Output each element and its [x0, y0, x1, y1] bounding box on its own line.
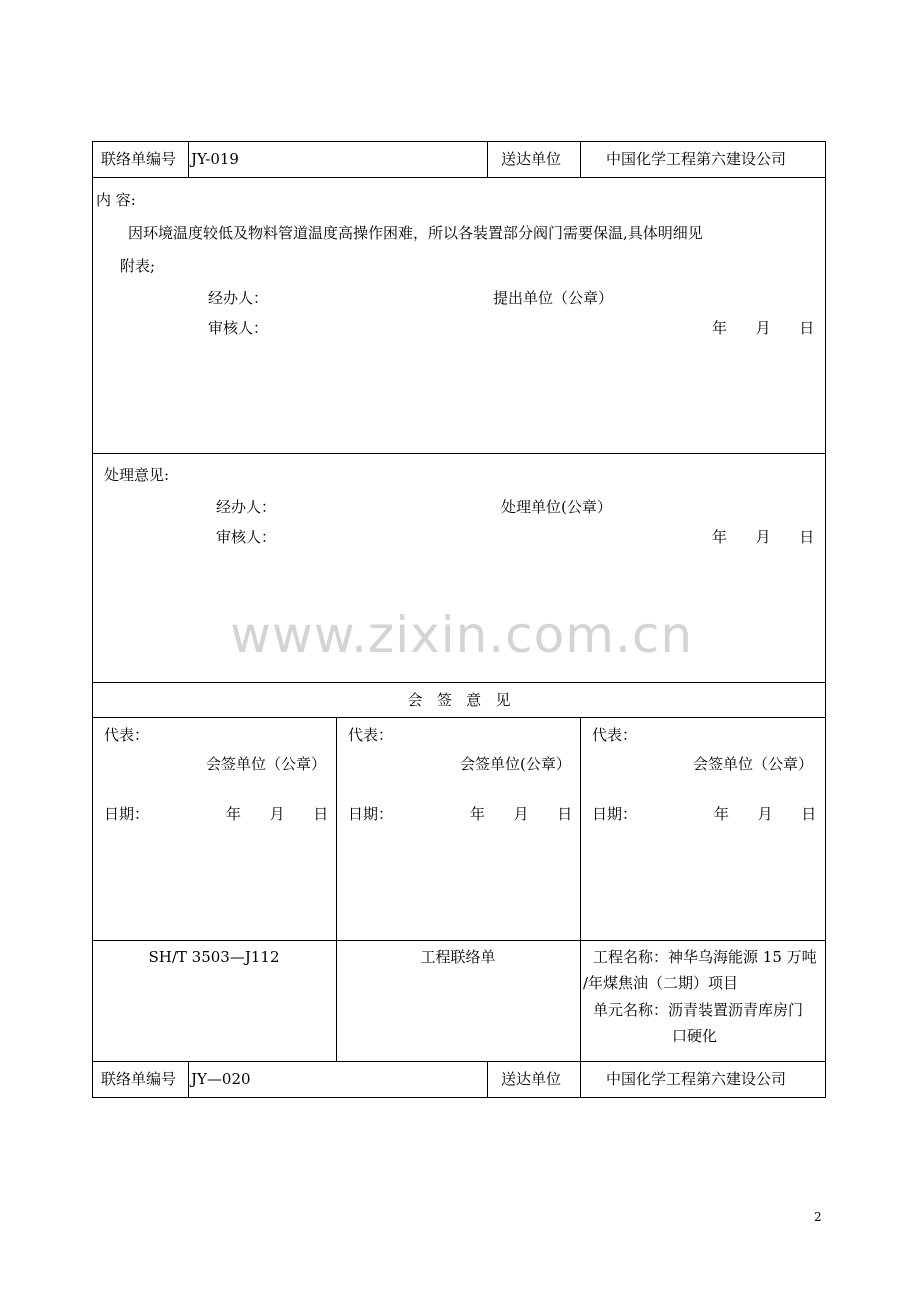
countersign-title: 会 签 意 见: [407, 691, 511, 709]
page-number: 2: [814, 1210, 822, 1224]
content-label: 内 容:: [96, 191, 136, 209]
unit-name-line1: 单元名称：沥青装置沥青库房门: [593, 1001, 804, 1019]
content-reviewer-label: 审核人：: [208, 319, 269, 337]
project-name-line2: /年煤焦油（二期）项目: [583, 974, 739, 992]
divider: [92, 453, 826, 454]
watermark: www.zixin.com.cn: [230, 606, 694, 664]
opinion-date: 年 月 日: [712, 528, 815, 546]
divider: [336, 717, 337, 1061]
countersign-date: 年 月 日: [714, 805, 817, 823]
submitting-unit-label: 提出单位（公章）: [493, 289, 614, 307]
handling-unit-label: 处理单位(公章）: [501, 498, 612, 516]
form-number-value: JY-019: [191, 150, 239, 168]
form-number-label: 联络单编号: [101, 150, 177, 168]
countersign-rep-label: 代表：: [104, 726, 150, 744]
content-date: 年 月 日: [712, 319, 815, 337]
countersign-date-label: 日期：: [592, 805, 638, 823]
countersign-unit-label: 会签单位（公章）: [206, 755, 327, 773]
recipient-label: 送达单位: [501, 150, 562, 168]
divider: [188, 1061, 189, 1097]
content-text-line2: 附表;: [120, 257, 156, 275]
divider: [580, 141, 581, 178]
unit-name-line2: 口硬化: [672, 1027, 718, 1045]
countersign-unit-label: 会签单位(公章）: [460, 755, 571, 773]
opinion-label: 处理意见:: [104, 466, 170, 484]
content-handler-label: 经办人：: [208, 289, 269, 307]
content-text-line1: 因环境温度较低及物料管道温度高操作困难，所以各装置部分阀门需要保温,具体明细见: [128, 224, 703, 242]
countersign-date: 年 月 日: [470, 805, 573, 823]
standard-code: SH/T 3503—J112: [148, 948, 280, 966]
project-name-line1: 工程名称：神华乌海能源 15 万吨: [593, 948, 817, 966]
divider: [92, 940, 826, 941]
recipient-value: 中国化学工程第六建设公司: [606, 1070, 787, 1088]
divider: [188, 141, 189, 178]
recipient-label: 送达单位: [501, 1070, 562, 1088]
divider: [487, 141, 488, 178]
countersign-rep-label: 代表：: [348, 726, 394, 744]
divider: [580, 1061, 581, 1097]
form-number-label: 联络单编号: [101, 1070, 177, 1088]
divider: [92, 682, 826, 683]
opinion-handler-label: 经办人：: [216, 498, 277, 516]
countersign-date: 年 月 日: [226, 805, 329, 823]
form-number-value: JY—020: [191, 1070, 251, 1088]
opinion-reviewer-label: 审核人：: [216, 528, 277, 546]
countersign-unit-label: 会签单位（公章）: [693, 755, 814, 773]
divider: [580, 717, 581, 1061]
divider: [92, 1061, 826, 1062]
form-type-name: 工程联络单: [420, 948, 496, 966]
divider: [92, 177, 826, 178]
recipient-value: 中国化学工程第六建设公司: [606, 150, 787, 168]
countersign-date-label: 日期：: [348, 805, 394, 823]
countersign-rep-label: 代表：: [592, 726, 638, 744]
countersign-date-label: 日期：: [104, 805, 150, 823]
divider: [92, 717, 826, 718]
divider: [487, 1061, 488, 1097]
